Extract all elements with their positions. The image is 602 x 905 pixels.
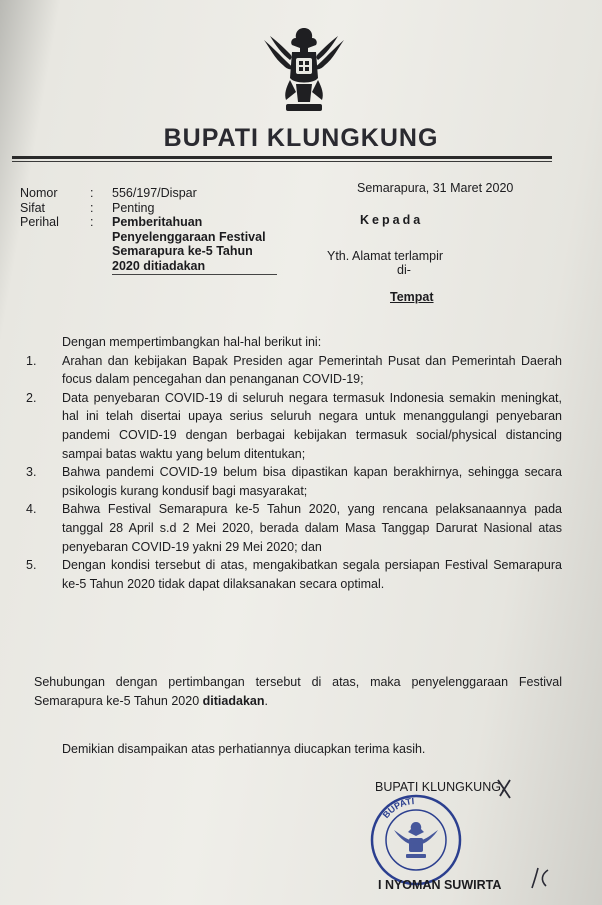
point-number: 1. xyxy=(26,353,37,368)
closing-paragraph xyxy=(34,673,562,711)
point-number: 3. xyxy=(26,465,37,480)
signature-title: BUPATI KLUNGKUNG, xyxy=(375,780,505,794)
sifat-value: Penting xyxy=(112,200,155,215)
point-number: 4. xyxy=(26,502,37,517)
list-item xyxy=(26,389,562,463)
letter-meta xyxy=(20,186,292,273)
nomor-value: 556/197/Dispar xyxy=(112,186,197,200)
closing-text: Sehubungan dengan pertimbangan tersebut di atas, maka penyelenggaraan Festival Semarapura ke-5 Tahun 2020 xyxy=(34,675,562,708)
perihal-label: Perihal xyxy=(20,215,59,229)
garuda-emblem-icon xyxy=(256,22,352,114)
list-item xyxy=(26,500,562,556)
sifat-label: Sifat xyxy=(20,200,46,215)
point-number: 5. xyxy=(26,558,37,573)
addressee-tempat: Tempat xyxy=(390,290,434,304)
perihal-line-2: Penyelenggaraan Festival xyxy=(112,229,266,244)
nomor-colon: : xyxy=(90,186,94,200)
handwritten-signature-icon xyxy=(478,770,578,890)
signatory-name: I NYOMAN SUWIRTA xyxy=(378,878,502,892)
perihal-value xyxy=(112,215,292,273)
point-text: Bahwa pandemi COVID-19 belum bisa dipastikan kapan berakhirnya, sehingga secara psikologis kurang kondusif bagi masyarakat; xyxy=(62,465,562,498)
points-list xyxy=(26,352,562,594)
thanks-line: Demikian disampaikan atas perhatiannya diucapkan terima kasih. xyxy=(62,742,426,756)
sifat-colon: : xyxy=(90,200,94,215)
point-text: Dengan kondisi tersebut di atas, mengakibatkan segala persiapan Festival Semarapura ke-5 Tahun 2020 tidak dapat dilaksanakan secara optimal. xyxy=(62,558,562,591)
meta-row-nomor xyxy=(20,186,292,201)
perihal-line-1: Pemberitahuan xyxy=(112,215,203,229)
letterhead-rule-thick xyxy=(12,156,552,159)
letter-body xyxy=(26,333,562,593)
list-item xyxy=(26,556,562,593)
point-number: 2. xyxy=(26,390,37,405)
kepada-label: Kepada xyxy=(360,213,424,227)
meta-row-sifat xyxy=(20,201,292,216)
meta-row-perihal xyxy=(20,215,292,273)
closing-end: . xyxy=(264,694,268,708)
perihal-line-3: Semarapura ke-5 Tahun xyxy=(112,244,253,258)
addressee-yth: Yth. Alamat terlampir xyxy=(327,249,444,263)
point-text: Bahwa Festival Semarapura ke-5 Tahun 2020, yang rencana pelaksanaannya pada tanggal 28 April s.d 2 Mei 2020, berada dalam Masa Tanggap Darurat Nasional atas penyebaran COVID-19 yakni 29 Mei 2020; dan xyxy=(62,502,562,554)
perihal-colon: : xyxy=(90,215,94,229)
letter-date: Semarapura, 31 Maret 2020 xyxy=(357,181,514,195)
official-seal-icon xyxy=(366,790,466,890)
point-text: Data penyebaran COVID-19 di seluruh negara termasuk Indonesia semakin meningkat, hal ini telah disertai upaya serius seluruh negara untuk menanggulangi penyebaran pandemi COVID-19 dengan berbagai kebijakan termasuk social/physical distancing sampai batas waktu yang belum ditentukan; xyxy=(62,390,562,461)
letterhead-title: BUPATI KLUNGKUNG xyxy=(163,124,439,152)
letterhead-rule-thin xyxy=(12,161,552,162)
list-item xyxy=(26,463,562,500)
nomor-label: Nomor xyxy=(20,186,58,200)
perihal-underline xyxy=(112,274,277,275)
closing-bold: ditiadakan xyxy=(202,694,265,708)
seal-lettering: BUPATI xyxy=(380,796,415,821)
list-item xyxy=(26,352,562,389)
addressee-di: di- xyxy=(397,263,411,277)
perihal-line-4: 2020 ditiadakan xyxy=(112,258,206,273)
body-intro: Dengan mempertimbangkan hal-hal berikut ini: xyxy=(62,335,322,349)
point-text: Arahan dan kebijakan Bapak Presiden agar Pemerintah Pusat dan Pemerintah Daerah focus dalam pencegahan dan penanganan COVID-19; xyxy=(62,353,562,387)
